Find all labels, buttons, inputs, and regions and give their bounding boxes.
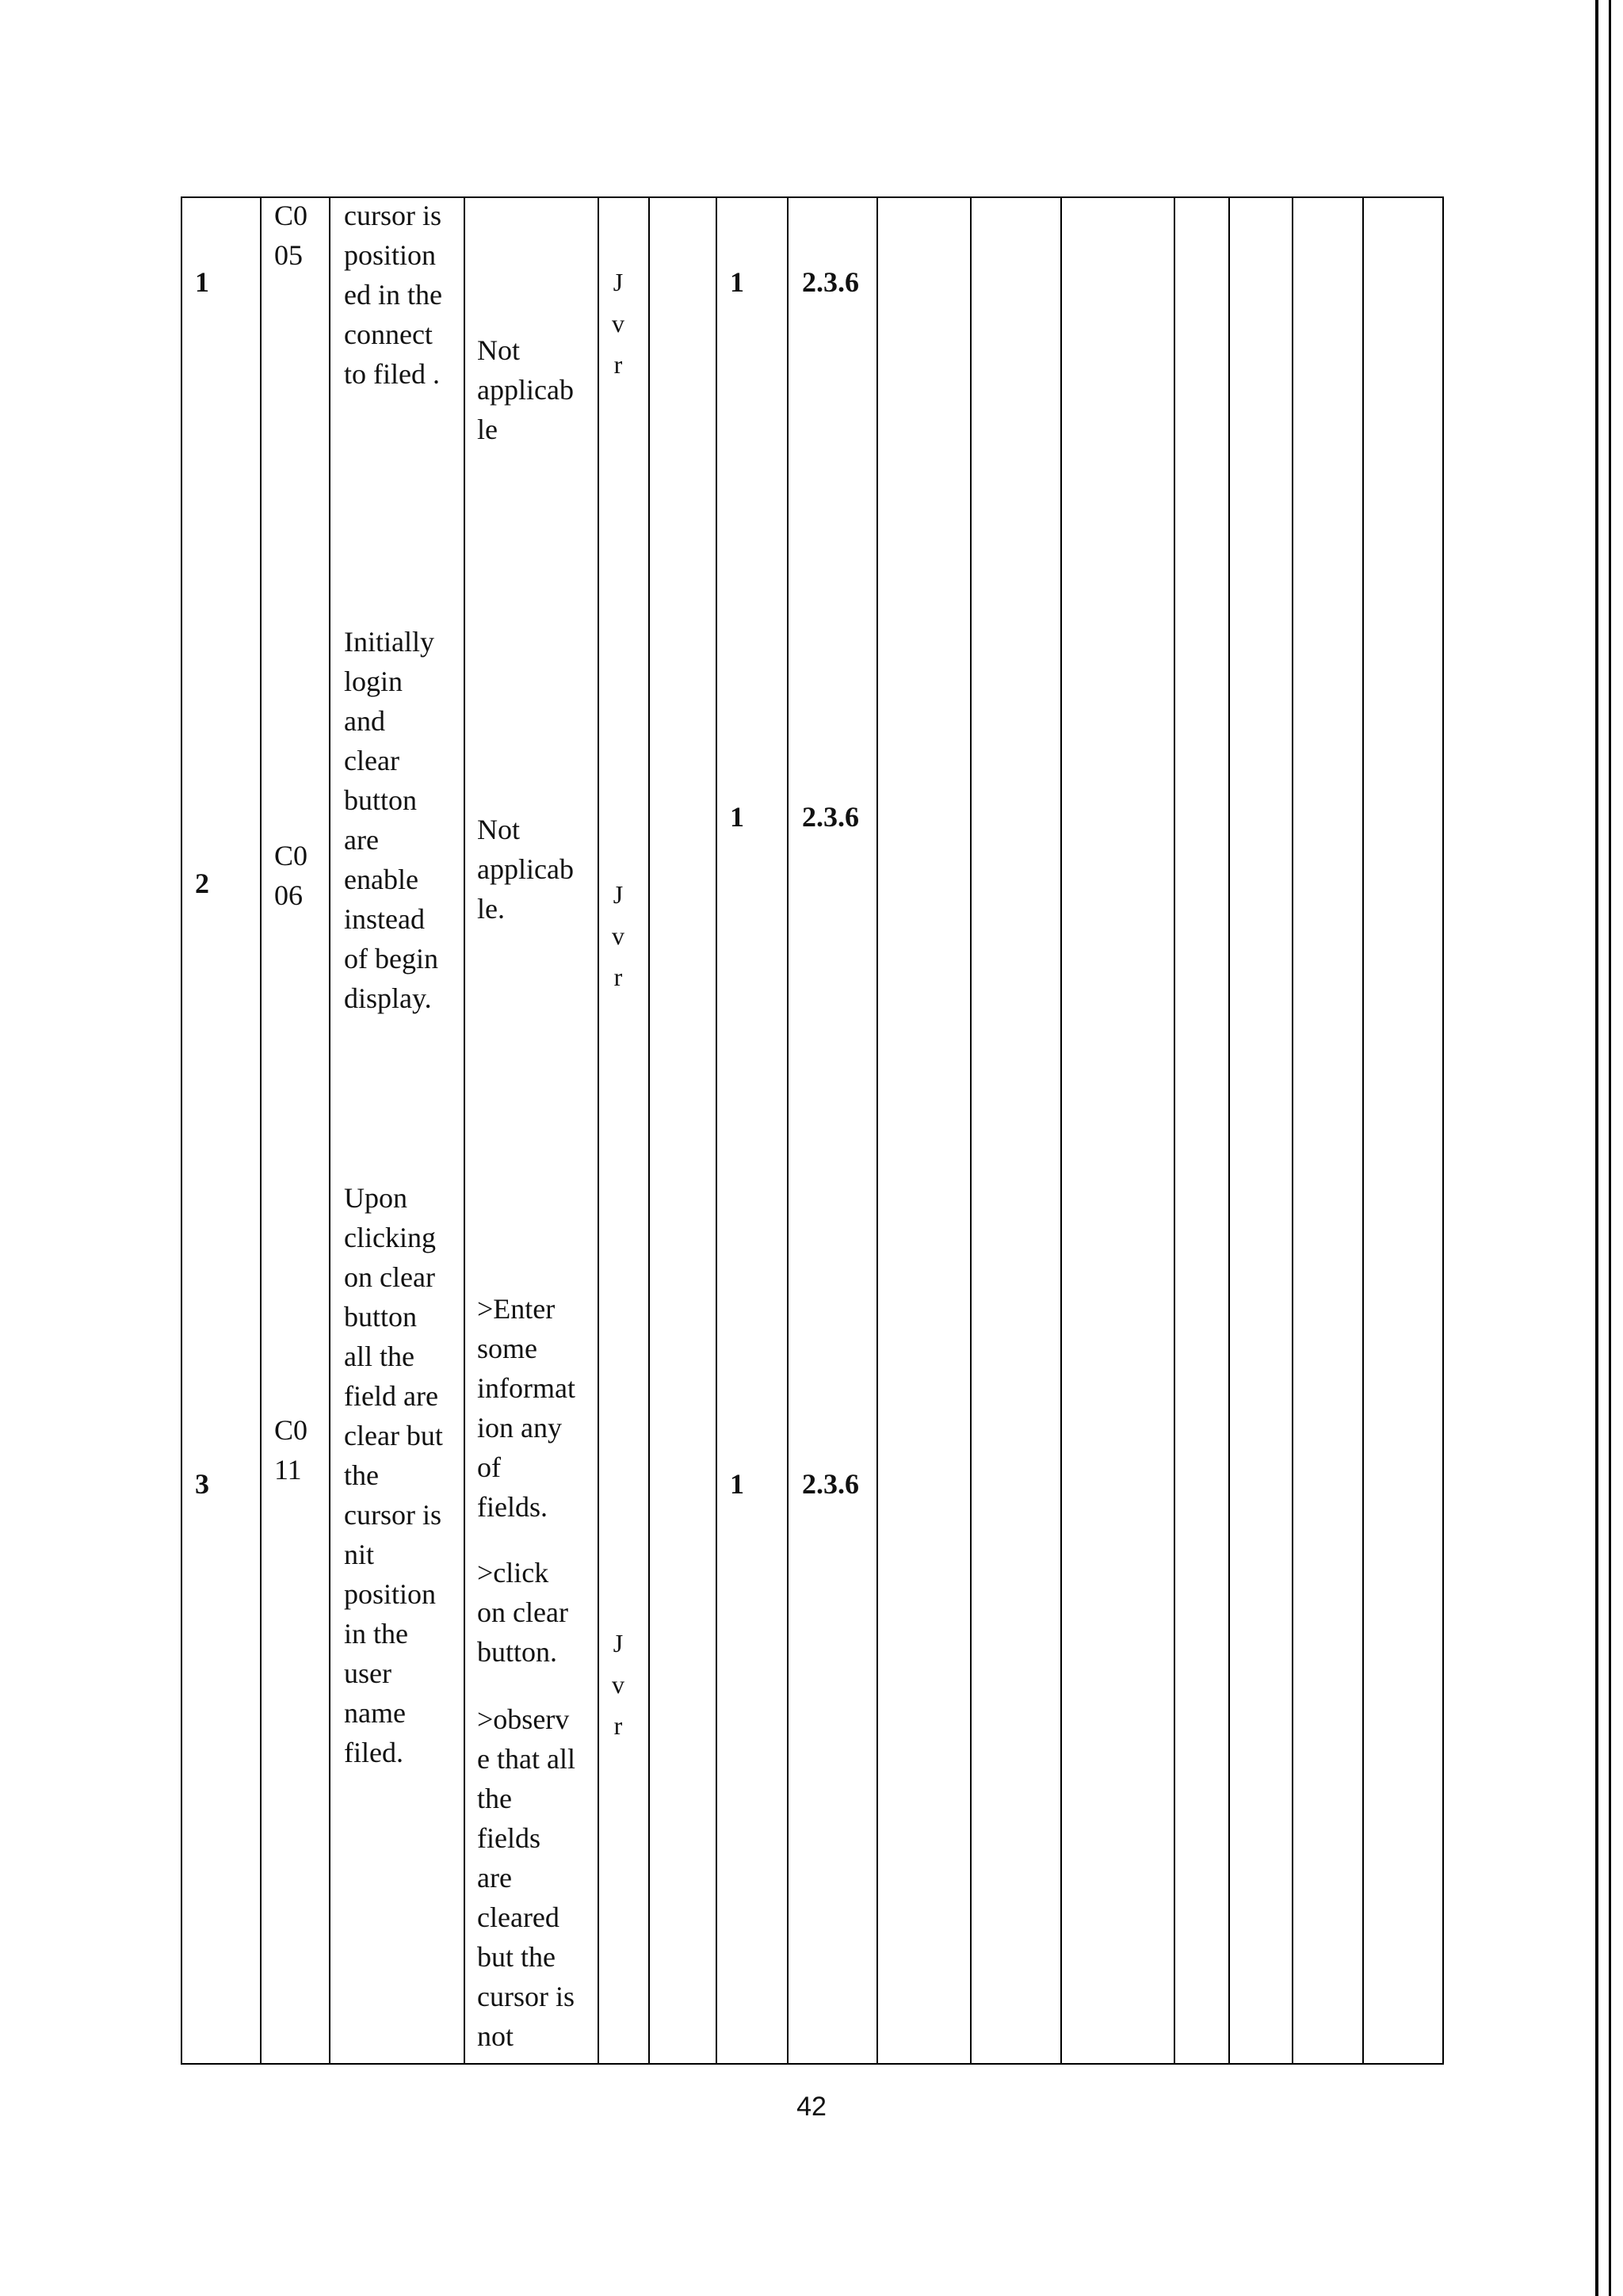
- row-3-steps-click: >click on clear button.: [477, 1557, 568, 1668]
- row-1-author: J v r: [612, 268, 624, 379]
- column-divider: [1060, 198, 1062, 2063]
- column-divider: [329, 198, 330, 2063]
- column-divider: [598, 198, 599, 2063]
- column-divider: [1292, 198, 1293, 2063]
- row-1-serial: 1: [195, 266, 209, 298]
- page-number: 42: [796, 2092, 827, 2122]
- row-2-case-id: C0 06: [274, 840, 308, 911]
- column-divider: [1228, 198, 1230, 2063]
- row-3-description: Upon clicking on clear button all the field are clear but the cursor is nit position in the user name filed.: [344, 1182, 443, 1768]
- row-1-count: 1: [730, 266, 744, 298]
- row-1-case-id: C0 05: [274, 200, 308, 271]
- row-2-version: 2.3.6: [802, 801, 859, 833]
- row-2-author: J v r: [612, 880, 624, 991]
- column-divider: [464, 198, 465, 2063]
- row-1-steps: Not applicab le: [477, 334, 574, 445]
- row-2-count: 1: [730, 801, 744, 833]
- row-2-steps: Not applicab le.: [477, 814, 574, 925]
- column-divider: [787, 198, 789, 2063]
- row-3-count: 1: [730, 1468, 744, 1500]
- row-3-steps-enter: >Enter some informat ion any of fields.: [477, 1293, 575, 1523]
- column-divider: [716, 198, 717, 2063]
- column-divider: [260, 198, 262, 2063]
- column-divider: [648, 198, 650, 2063]
- row-1-description: cursor is position ed in the connect to filed .: [344, 200, 442, 390]
- row-3-version: 2.3.6: [802, 1468, 859, 1500]
- column-divider: [1362, 198, 1364, 2063]
- row-3-author: J v r: [612, 1629, 624, 1740]
- test-case-table: [181, 196, 1444, 2065]
- column-divider: [876, 198, 878, 2063]
- row-1-version: 2.3.6: [802, 266, 859, 298]
- row-3-steps-observe: >observ e that all the fields are cleared but the cursor is not: [477, 1703, 575, 2052]
- row-2-description: Initially login and clear button are enable instead of begin display.: [344, 626, 438, 1014]
- column-divider: [1174, 198, 1175, 2063]
- page-edge-line: [1609, 0, 1611, 2296]
- column-divider: [970, 198, 972, 2063]
- row-3-case-id: C0 11: [274, 1414, 308, 1486]
- page-edge-line: [1595, 0, 1598, 2296]
- row-3-serial: 3: [195, 1468, 209, 1500]
- row-2-serial: 2: [195, 868, 209, 899]
